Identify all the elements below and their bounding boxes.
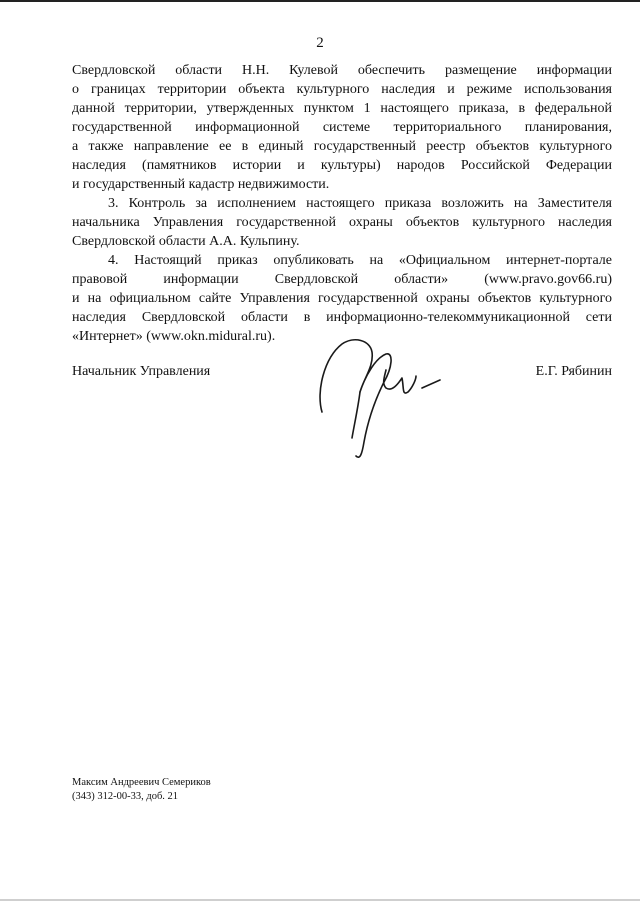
text-line: данной территории, утвержденных пунктом 1 настоящего приказа, в федеральной	[72, 101, 612, 116]
text-line: наследия (памятников истории и культуры) народов Российской Федерации	[72, 158, 612, 173]
scan-bottom-edge	[0, 899, 640, 901]
text-line: государственной информационной системе территориального планирования,	[72, 120, 612, 135]
contact-name: Максим Андреевич Семериков	[72, 777, 211, 788]
page-number: 2	[316, 35, 324, 51]
signer-title: Начальник Управления	[72, 364, 211, 379]
text-line: и на официальном сайте Управления государственной охраны объектов культурного	[72, 291, 612, 306]
document-body	[72, 61, 612, 346]
text-line: о границах территории объекта культурного наследия и режиме использования	[72, 82, 612, 97]
text-line: правовой информации Свердловской области» (www.pravo.gov66.ru)	[72, 272, 612, 287]
scan-top-edge	[0, 0, 640, 2]
text-line: и государственный кадастр недвижимости.	[72, 177, 330, 192]
text-line: Свердловской области Н.Н. Кулевой обеспечить размещение информации	[72, 63, 612, 78]
text-line: Свердловской области А.А. Кульпину.	[72, 234, 300, 249]
text-line: начальника Управления государственной охраны объектов культурного наследия	[72, 215, 612, 230]
signer-name: Е.Г. Рябинин	[535, 364, 612, 379]
paragraph-continuation	[72, 61, 612, 194]
text-line: а также направление ее в единый государственный реестр объектов культурного	[72, 139, 612, 154]
contact-block	[72, 776, 211, 804]
text-line: наследия Свердловской области в информационно-телекоммуникационной сети	[72, 310, 612, 325]
contact-phone: (343) 312-00-33, доб. 21	[72, 791, 179, 802]
text-line: 3. Контроль за исполнением настоящего приказа возложить на Заместителя	[108, 196, 612, 211]
text-line: «Интернет» (www.okn.midural.ru).	[72, 329, 276, 344]
paragraph-item-3	[72, 194, 612, 251]
text-line: 4. Настоящий приказ опубликовать на «Официальном интернет-портале	[108, 253, 612, 268]
handwritten-signature	[312, 330, 448, 470]
